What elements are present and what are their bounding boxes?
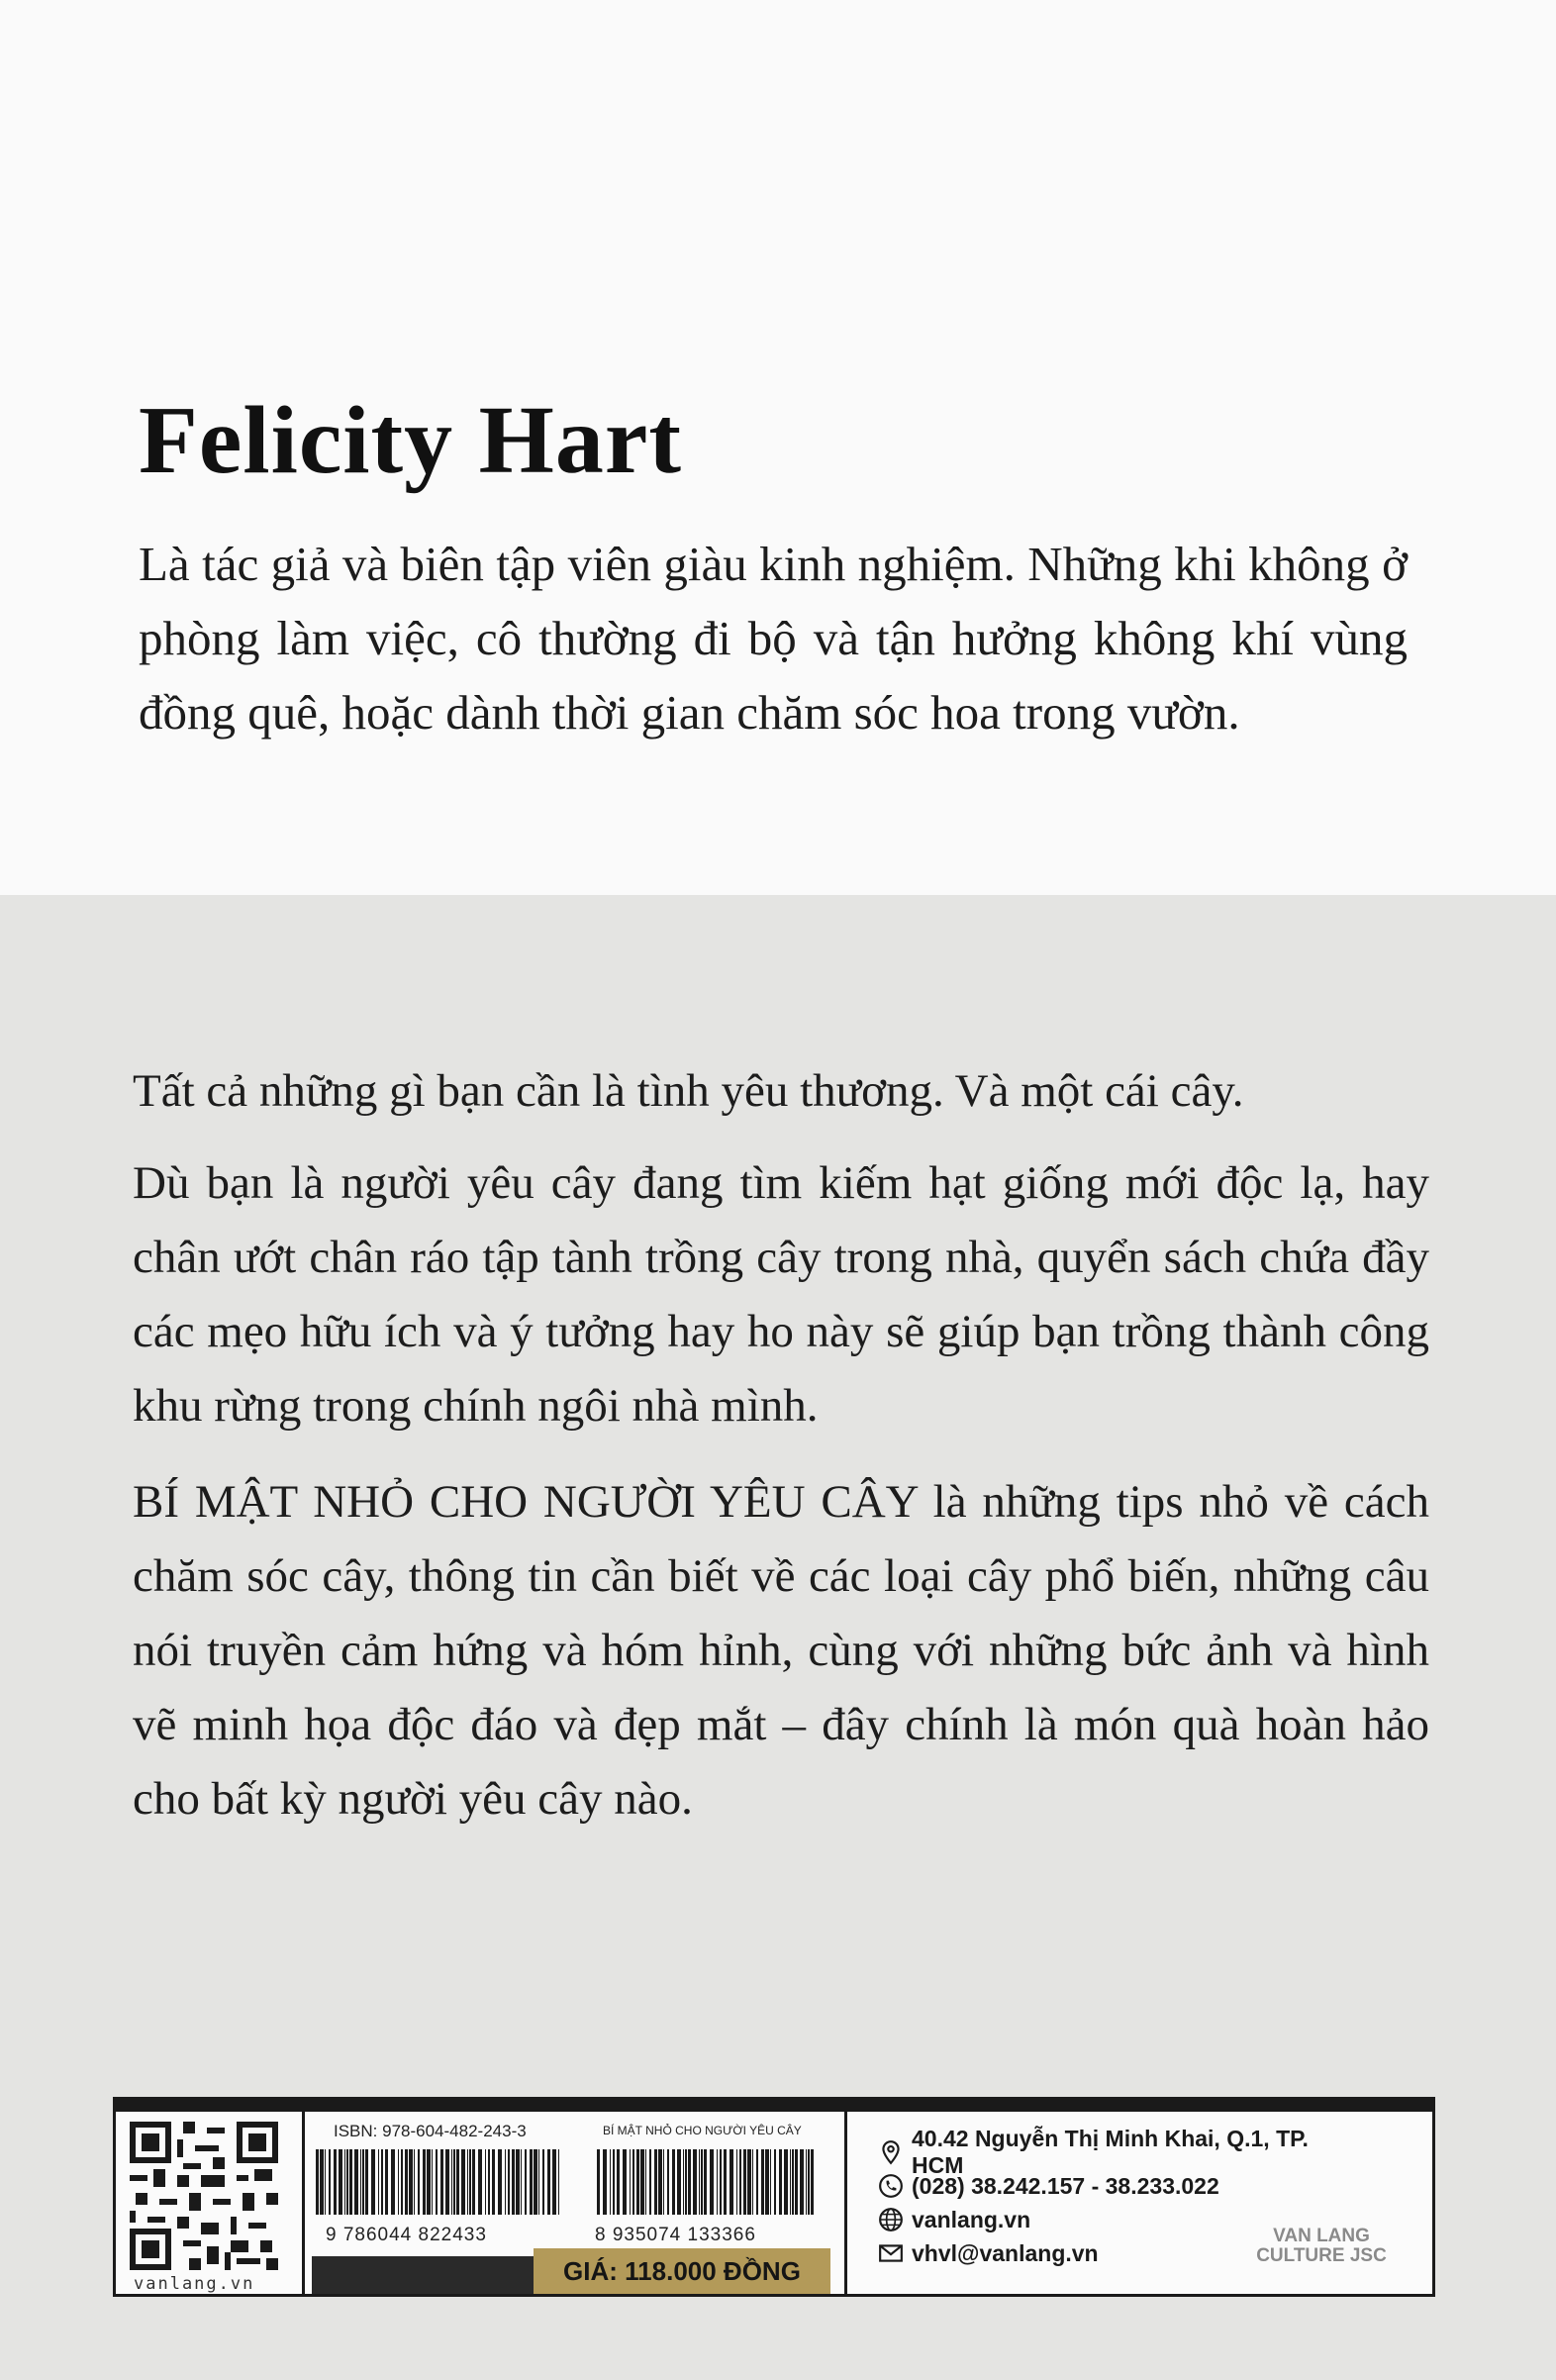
barcode-bar xyxy=(534,2149,537,2215)
barcode-bar xyxy=(729,2149,733,2215)
barcode-bar xyxy=(663,2149,664,2215)
barcode-bar xyxy=(558,2149,559,2215)
barcode-bar xyxy=(770,2149,771,2215)
barcode-bar xyxy=(354,2149,358,2215)
publisher-contacts xyxy=(878,2126,1313,2270)
barcode-bar xyxy=(683,2149,684,2215)
barcode-bar xyxy=(478,2149,482,2215)
isbn-barcode-number: 9 786044 822433 xyxy=(326,2225,487,2245)
address-text: 40.42 Nguyễn Thị Minh Khai, Q.1, TP. HCM xyxy=(912,2126,1309,2178)
barcode-bar xyxy=(498,2149,502,2215)
barcode-bar xyxy=(701,2149,703,2215)
barcode-bar xyxy=(688,2149,691,2215)
barcode-bar xyxy=(654,2149,657,2215)
barcode-bar xyxy=(432,2149,433,2215)
barcode-bar xyxy=(349,2149,352,2215)
barcode-bar xyxy=(699,2149,700,2215)
qr-code-icon xyxy=(130,2122,278,2270)
barcode-bar xyxy=(414,2149,415,2215)
barcode-bar xyxy=(649,2149,651,2215)
barcode-bar xyxy=(795,2149,798,2215)
barcode-bar xyxy=(765,2149,769,2215)
author-bio: Là tác giả và biên tập viên giàu kinh nghiệm. Những khi không ở phòng làm việc, cô thường đi bộ và tận hưởng không khí vùng đồng quê, hoặc dành thời gian chăm sóc hoa trong vườn. xyxy=(139,537,1408,740)
contact-website[interactable] xyxy=(878,2203,1313,2236)
barcode-bar xyxy=(790,2149,791,2215)
barcode-bar xyxy=(808,2149,810,2215)
footer-divider xyxy=(302,2112,305,2297)
barcode-bar xyxy=(800,2149,804,2215)
barcode-bar xyxy=(761,2149,764,2215)
website-text[interactable]: vanlang.vn xyxy=(912,2206,1031,2232)
barcode-bar xyxy=(717,2149,718,2215)
publisher-subname: CULTURE JSC xyxy=(1256,2245,1387,2266)
price-bar-dark xyxy=(312,2256,534,2294)
phone-icon xyxy=(878,2173,904,2199)
barcode-bar xyxy=(391,2149,395,2215)
barcode-bar xyxy=(603,2149,607,2215)
barcode-bar xyxy=(427,2149,431,2215)
barcode-bar xyxy=(485,2149,486,2215)
barcode-bar xyxy=(792,2149,794,2215)
barcode-bar xyxy=(508,2149,510,2215)
barcode-bar xyxy=(743,2149,746,2215)
barcode-bar xyxy=(747,2149,751,2215)
barcode-bar xyxy=(756,2149,758,2215)
barcode-bar xyxy=(512,2149,515,2215)
barcode-bar xyxy=(542,2149,544,2215)
barcode-bar xyxy=(385,2149,388,2215)
barcode-bar xyxy=(516,2149,520,2215)
barcode-bar xyxy=(344,2149,345,2215)
map-pin-icon xyxy=(878,2139,904,2165)
product-barcode-number: 8 935074 133366 xyxy=(595,2225,756,2245)
barcode-bar xyxy=(630,2149,631,2215)
barcode-bar xyxy=(667,2149,669,2215)
barcode-bar xyxy=(752,2149,753,2215)
barcode-bar xyxy=(658,2149,662,2215)
back-cover-footer xyxy=(113,2097,1435,2297)
footer-top-bar xyxy=(116,2100,1432,2112)
barcode-bar xyxy=(672,2149,675,2215)
barcode-bar xyxy=(597,2149,600,2215)
isbn-label: ISBN: 978-604-482-243-3 xyxy=(334,2122,527,2140)
barcode-bar xyxy=(774,2149,776,2215)
barcode-bar xyxy=(677,2149,681,2215)
barcode-bar xyxy=(552,2149,556,2215)
barcode-bar xyxy=(784,2149,788,2215)
barcode-bar xyxy=(736,2149,737,2215)
barcode-bar xyxy=(365,2149,368,2215)
barcode-bar xyxy=(525,2149,527,2215)
barcode-bar xyxy=(440,2149,443,2215)
barcode-bar xyxy=(704,2149,707,2215)
barcode-bar xyxy=(339,2149,342,2215)
phone-text: (028) 38.242.157 - 38.233.022 xyxy=(912,2172,1219,2199)
barcode-bar xyxy=(640,2149,644,2215)
barcode-bar xyxy=(334,2149,337,2215)
barcode-bar xyxy=(613,2149,615,2215)
barcode-bar xyxy=(739,2149,741,2215)
barcode-bar xyxy=(436,2149,438,2215)
barcode-bar xyxy=(645,2149,646,2215)
barcode-bar xyxy=(693,2149,697,2215)
mail-icon xyxy=(878,2240,904,2266)
qr-caption: vanlang.vn xyxy=(134,2274,255,2294)
barcode-bar xyxy=(316,2149,319,2215)
barcode-bar xyxy=(405,2149,408,2215)
barcode-bar xyxy=(423,2149,426,2215)
contact-address xyxy=(878,2126,1313,2178)
barcode-bar xyxy=(453,2149,455,2215)
barcode-bar xyxy=(456,2149,459,2215)
barcode-bar xyxy=(610,2149,611,2215)
barcode-bar xyxy=(617,2149,620,2215)
barcode-bar xyxy=(378,2149,379,2215)
barcode-bar xyxy=(325,2149,326,2215)
barcode-bar xyxy=(320,2149,324,2215)
barcode-bar xyxy=(492,2149,495,2215)
barcode-bar xyxy=(724,2149,727,2215)
product-barcode xyxy=(593,2149,819,2236)
barcode-bar xyxy=(371,2149,375,2215)
barcode-bar xyxy=(346,2149,348,2215)
barcode-bar xyxy=(530,2149,533,2215)
barcode-bar xyxy=(360,2149,361,2215)
barcode-bar xyxy=(469,2149,471,2215)
contact-email[interactable] xyxy=(878,2236,1313,2270)
blurb-paragraph-1: Dù bạn là người yêu cây đang tìm kiếm hạt giống mới độc lạ, hay chân ướt chân ráo tập tành trồng cây trong nhà, quyển sách chứa đầy các mẹo hữu ích và ý tưởng hay ho này sẽ giúp bạn trồng thành công khu rừng trong chính ngôi nhà mình. xyxy=(133,1157,1429,1432)
barcode-bar xyxy=(547,2149,550,2215)
barcode-bar xyxy=(779,2149,782,2215)
barcode-bar xyxy=(472,2149,475,2215)
barcode-bar xyxy=(401,2149,403,2215)
barcode-bar xyxy=(636,2149,639,2215)
barcode-bar xyxy=(811,2149,814,2215)
barcode-bar xyxy=(720,2149,722,2215)
price-label: GIÁ: 118.000 ĐỒNG xyxy=(534,2248,830,2294)
barcode-bar xyxy=(362,2149,364,2215)
barcode-bar xyxy=(381,2149,383,2215)
barcode-bar xyxy=(329,2149,331,2215)
blurb-paragraph-2: BÍ MẬT NHỎ CHO NGƯỜI YÊU CÂY là những tips nhỏ về cách chăm sóc cây, thông tin cần biết về các loại cây phổ biến, những câu nói truyền cảm hứng và hóm hỉnh, cùng với những bức ảnh và hình vẽ minh họa độc đáo và đẹp mắt – đây chính là món quà hoàn hảo cho bất kỳ người yêu cây nào. xyxy=(133,1476,1429,1825)
book-blurb xyxy=(133,1054,1429,1858)
barcode-bar xyxy=(461,2149,465,2215)
barcode-bar xyxy=(538,2149,539,2215)
barcode-bar xyxy=(418,2149,420,2215)
barcode-bar xyxy=(467,2149,468,2215)
publisher-name: VAN LANG xyxy=(1273,2226,1370,2246)
globe-icon xyxy=(878,2207,904,2232)
barcode-bar xyxy=(521,2149,522,2215)
barcode-title-label: BÍ MẬT NHỎ CHO NGƯỜI YÊU CÂY xyxy=(603,2124,802,2137)
barcode-bar xyxy=(710,2149,714,2215)
barcode-bar xyxy=(632,2149,634,2215)
barcode-bar xyxy=(409,2149,413,2215)
barcode-bar xyxy=(685,2149,687,2215)
publisher-logo xyxy=(1252,2227,1391,2266)
barcode-bar xyxy=(806,2149,807,2215)
blurb-tagline: Tất cả những gì bạn cần là tình yêu thương. Và một cái cây. xyxy=(133,1065,1244,1117)
isbn-barcode xyxy=(312,2149,564,2236)
barcode-bar xyxy=(451,2149,452,2215)
barcode-bar xyxy=(488,2149,490,2215)
barcode-bar xyxy=(398,2149,399,2215)
barcode-bar xyxy=(623,2149,627,2215)
author-name: Felicity Hart xyxy=(139,387,683,494)
barcode-bar xyxy=(505,2149,506,2215)
footer-divider xyxy=(844,2112,847,2297)
email-text[interactable]: vhvl@vanlang.vn xyxy=(912,2239,1099,2266)
barcode-bar xyxy=(445,2149,449,2215)
